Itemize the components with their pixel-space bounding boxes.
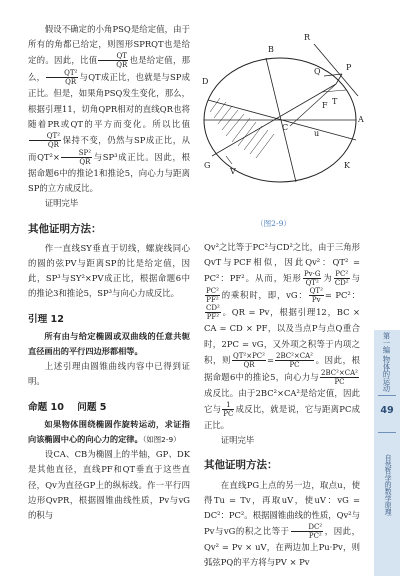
fraction [61, 149, 92, 166]
denominator: Pv [311, 296, 321, 305]
right-column [204, 240, 360, 571]
denominator: PC² [308, 532, 322, 541]
denominator: QT² [305, 279, 319, 288]
denominator: QR [65, 78, 77, 87]
fraction [309, 287, 324, 304]
text-run: 。因此，根据命题6中的推论5，向心力与 [204, 354, 361, 382]
numerator: QT² [29, 132, 61, 141]
proposition-text [28, 417, 190, 447]
paragraph [28, 22, 190, 196]
paragraph [204, 478, 360, 571]
numerator: PC² [335, 270, 349, 279]
text-run: 假设不确定的小角PSQ是给定值，由于所有的角都已给定，则图形SPRQT也是给定的。因此，比值 [28, 24, 190, 66]
lemma-note: 上述引理由圆锥曲线内容中已得到证明。 [28, 361, 190, 387]
label-b: B [268, 45, 274, 54]
label-d: D [202, 77, 209, 86]
fraction [232, 352, 266, 369]
numerator: QT² [46, 69, 78, 78]
proof-end: 证明完毕 [44, 198, 79, 209]
denominator: CD² [334, 279, 349, 288]
problem-number: 5 [99, 401, 107, 413]
page-number: 49 [380, 405, 394, 416]
chapter-label: 第一编 物体的运动 [382, 332, 392, 392]
text-run: 如果物体围绕椭圆作旋转运动，求证指向该椭圆中心的向心力的定律。 [28, 418, 190, 445]
problem-label: 问题 [77, 401, 97, 413]
figure-caption: （图2-9） [256, 219, 292, 228]
fraction [222, 401, 234, 418]
numerator: QT² [309, 287, 323, 296]
section-heading: 其他证明方法： [28, 222, 102, 235]
denominator: PC [334, 377, 345, 386]
numerator: 2BC²×CA² [321, 368, 358, 377]
fraction [320, 369, 359, 386]
text-run: = [266, 354, 274, 365]
fraction [275, 352, 314, 369]
label-p: P [346, 63, 352, 72]
denominator: QR [47, 141, 59, 150]
lemma-heading [28, 312, 190, 327]
label-t: T [332, 97, 338, 106]
proposition-heading [28, 400, 190, 415]
text-run: 。QR = Pv，根据引理12，BC × CA = CD × PF，以及当点P与点Q重合时，2PC = vG，又外项之积等于内项之积，则 [204, 307, 360, 365]
text-run: 在直线PG上点的另一边，取点u，使得Tu = Tv，再取uV，使uV：vG = DC²：PC²。根据圆锥曲线的性质，Qv²与Pv与vG的积之比等于 [204, 479, 360, 537]
fraction [334, 270, 350, 287]
fraction [46, 69, 78, 86]
proof-end: 证明完毕 [220, 435, 255, 446]
proposition-number: 10 [50, 401, 64, 413]
section-heading: 其他证明方法： [204, 459, 278, 472]
fraction [205, 304, 221, 321]
text-run: 也是给定值，那么， [28, 55, 191, 83]
fraction [291, 523, 324, 540]
left-column [28, 22, 190, 523]
fraction [98, 52, 128, 69]
numerator: PC² [206, 287, 219, 296]
line-gv [226, 156, 232, 164]
text-run: = PC²： [324, 290, 360, 301]
numerator: 2BC²×CA² [276, 351, 313, 360]
text-run: 与QT成正比，也就是与SP成正比。但是，如果角PSQ发生变化，那么，根据引理11，切角QPR相对的直线QR也将随着PR或QT的平方而变化。所以比值 [28, 72, 191, 129]
numerator: QT²×PC² [233, 351, 265, 360]
label-g: G [204, 161, 211, 170]
paragraph: 设CA、CB为椭圆上的半轴，GP、DK是其他直径，直线PF和QT垂直于这些直径，Qv为直径GP上的纵标线。作一平行四边形QvPR，根据圆锥曲线性质，Pv与vG的积与 [28, 449, 190, 521]
text-run: 为 [322, 273, 333, 284]
label-v: V [230, 167, 236, 176]
lemma-number: 12 [50, 313, 64, 325]
tangent-line [314, 44, 358, 96]
hatch-marks [210, 98, 274, 158]
label-u: u [314, 129, 320, 138]
numerator: DC² [291, 523, 324, 532]
label-f: F [322, 101, 328, 110]
fraction [29, 132, 61, 149]
denominator: PF² [206, 296, 219, 305]
denominator: PF² [206, 313, 220, 322]
denominator: QR [243, 360, 255, 369]
label-r: R [304, 33, 311, 42]
text-run: 成反比，就是说，它与距离PC成正比。 [204, 404, 360, 431]
lemma-label: 引理 [28, 313, 48, 325]
text-run: 的乘积时，即，vG： [220, 290, 308, 301]
divider [378, 395, 396, 396]
text-run: 成反比。由于2BC²×CA²是给定值，因此它与 [204, 387, 360, 415]
denominator: PC [223, 410, 234, 419]
label-c: C [282, 123, 289, 132]
label-k: K [344, 161, 350, 170]
numerator: Pv·G [303, 270, 321, 279]
paragraph: 作一直线SY垂直于切线，螺旋线同心的圆的弦PV与距离SP的比是给定值，因此，SP³与SY²×PV成正比，根据命题6中的推论3和推论5，SP³与向心力成反比。 [28, 242, 190, 299]
numerator: QT [98, 52, 128, 61]
text-run: 与SP³成正比。因此，根据命题6中的推论1和推论5，向心力与距离SP的立方成反比。 [28, 152, 190, 194]
label-a: A [358, 115, 364, 124]
text-run: Qv²之比等于PC²与CD²之比，由于三角形QvT与PCF相似，因此Qv²：QT² = PC²：PF²。从而，矩形 [204, 242, 360, 284]
text-run: 与 [350, 273, 360, 284]
paragraph [204, 240, 360, 433]
fraction [303, 270, 321, 287]
divider [378, 432, 396, 433]
denominator: QR [79, 158, 91, 167]
denominator: QR [116, 61, 128, 70]
text-run: ，因此，Qv² = Pv × uV，在两边加上Pu·Pv，则弧弦PQ的平方将与PV × Pv [204, 526, 360, 568]
label-q: Q [314, 67, 321, 76]
numerator: 1 [222, 401, 234, 410]
denominator: PC [289, 360, 300, 369]
text-run: 保持不变，仍然与SP成正比，从而QT²× [28, 135, 190, 163]
lemma-text: 所有由与给定椭圆或双曲线的任意共轭直径画出的平行四边形都相等。 [28, 330, 190, 357]
book-title: 自然哲学的数学原理 [383, 454, 392, 516]
numerator: SP² [61, 149, 92, 158]
fraction [205, 287, 220, 304]
ellipse-diagram [196, 28, 368, 216]
figure-reference: （如图2-9） [142, 435, 181, 445]
proposition-label: 命题 [28, 401, 48, 413]
numerator: CD² [206, 304, 220, 313]
